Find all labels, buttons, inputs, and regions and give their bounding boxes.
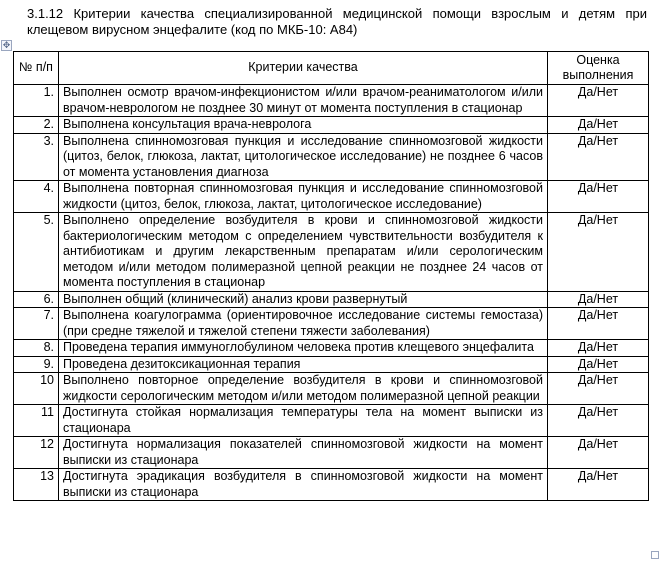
header-criteria: Критерии качества [59, 52, 548, 85]
row-number: 2. [14, 117, 59, 134]
evaluation-value: Да/Нет [548, 373, 649, 405]
criterion-text: Выполнен общий (клинический) анализ крови развернутый [59, 291, 548, 308]
row-number: 12 [14, 437, 59, 469]
row-number: 5. [14, 213, 59, 292]
table-row [14, 405, 649, 437]
table-row [14, 308, 649, 340]
criterion-text: Выполнено повторное определение возбудителя в крови и спинномозговой жидкости серологическим методом и/или методом полимеразной цепной реакции [59, 373, 548, 405]
row-number: 3. [14, 133, 59, 181]
evaluation-value: Да/Нет [548, 117, 649, 134]
criterion-text: Выполнен осмотр врачом-инфекционистом и/или врачом-реаниматологом и/или врачом-неврологом не позднее 30 минут от момента поступления в стационар [59, 85, 548, 117]
evaluation-value: Да/Нет [548, 405, 649, 437]
evaluation-value: Да/Нет [548, 133, 649, 181]
section-heading: 3.1.12 Критерии качества специализированной медицинской помощи взрослым и детям при клещевом вирусном энцефалите (код по МКБ-10: А84) [27, 6, 647, 37]
evaluation-value: Да/Нет [548, 469, 649, 501]
row-number: 11 [14, 405, 59, 437]
row-number: 9. [14, 356, 59, 373]
table-move-handle-icon[interactable]: ✥ [2, 40, 11, 50]
table-row [14, 469, 649, 501]
header-num: № п/п [14, 52, 59, 85]
row-number: 4. [14, 181, 59, 213]
criterion-text: Выполнено определение возбудителя в крови и спинномозговой жидкости бактериологическим методом с определением чувствительности возбудителя к антибиотикам и другим лекарственным препаратам и/или серологическим методом и/или методом полимеразной цепной реакции не позднее 24 часов от момента поступления в стационар [59, 213, 548, 292]
row-number: 13 [14, 469, 59, 501]
criterion-text: Выполнена спинномозговая пункция и исследование спинномозговой жидкости (цитоз, белок, глюкоза, лактат, цитологическое исследование) не позднее 6 часов от момента установления диагноза [59, 133, 548, 181]
criterion-text: Достигнута эрадикация возбудителя в спинномозговой жидкости на момент выписки из стационара [59, 469, 548, 501]
table-row [14, 373, 649, 405]
row-number: 8. [14, 340, 59, 357]
evaluation-value: Да/Нет [548, 181, 649, 213]
table-row [14, 133, 649, 181]
criterion-text: Выполнена консультация врача-невролога [59, 117, 548, 134]
criterion-text: Проведена дезитоксикационная терапия [59, 356, 548, 373]
criterion-text: Выполнена коагулограмма (ориентировочное исследование системы гемостаза) (при средне тяжелой и тяжелой степени тяжести заболевания) [59, 308, 548, 340]
table-row [14, 356, 649, 373]
evaluation-value: Да/Нет [548, 437, 649, 469]
criterion-text: Проведена терапия иммуноглобулином человека против клещевого энцефалита [59, 340, 548, 357]
evaluation-value: Да/Нет [548, 340, 649, 357]
table-row [14, 181, 649, 213]
table-row [14, 117, 649, 134]
quality-criteria-table [13, 51, 649, 501]
table-row [14, 437, 649, 469]
table-header-row [14, 52, 649, 85]
table-row [14, 291, 649, 308]
table-row [14, 85, 649, 117]
table-row [14, 340, 649, 357]
row-number: 7. [14, 308, 59, 340]
header-evaluation: Оценка выполнения [548, 52, 649, 85]
row-number: 6. [14, 291, 59, 308]
criterion-text: Достигнута стойкая нормализация температуры тела на момент выписки из стационара [59, 405, 548, 437]
criterion-text: Достигнута нормализация показателей спинномозговой жидкости на момент выписки из стационара [59, 437, 548, 469]
criterion-text: Выполнена повторная спинномозговая пункция и исследование спинномозговой жидкости (цитоз, белок, глюкоза, лактат, цитологическое исследование) [59, 181, 548, 213]
evaluation-value: Да/Нет [548, 308, 649, 340]
evaluation-value: Да/Нет [548, 85, 649, 117]
evaluation-value: Да/Нет [548, 213, 649, 292]
row-number: 10 [14, 373, 59, 405]
table-row [14, 213, 649, 292]
table-resize-handle[interactable] [651, 551, 659, 559]
evaluation-value: Да/Нет [548, 291, 649, 308]
evaluation-value: Да/Нет [548, 356, 649, 373]
row-number: 1. [14, 85, 59, 117]
